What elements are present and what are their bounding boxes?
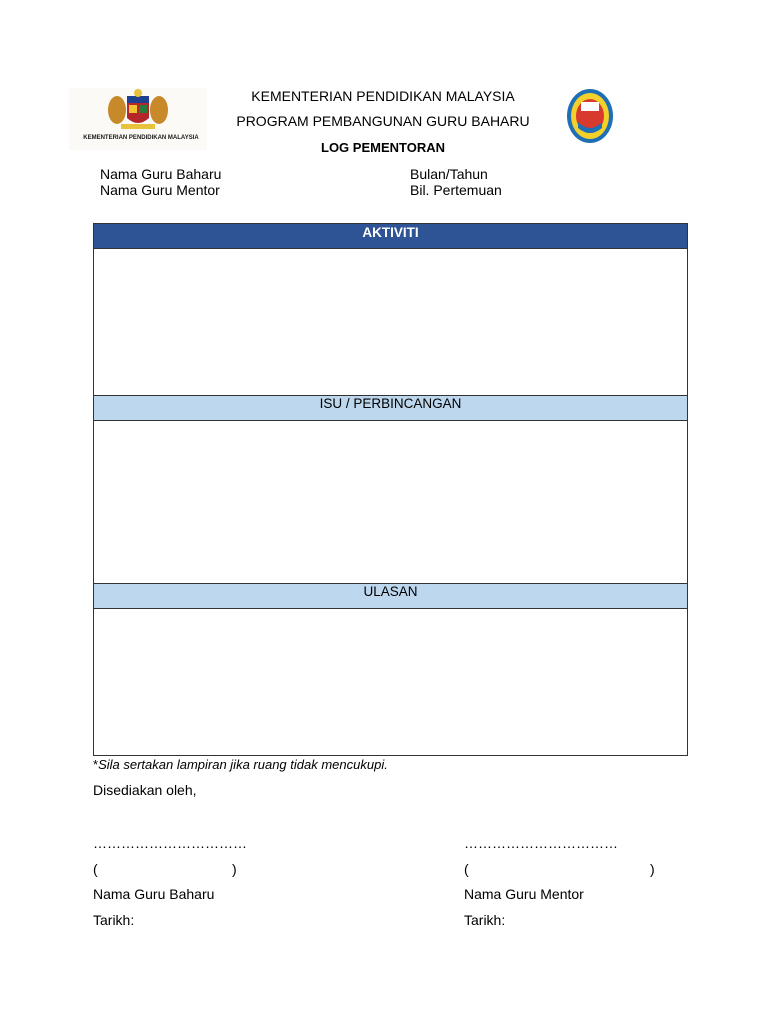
field-bulan-tahun: Bulan/Tahun xyxy=(410,166,488,182)
right-signature-line: …………………………… xyxy=(464,835,618,851)
program-title: PROGRAM PEMBANGUNAN GURU BAHARU xyxy=(236,113,530,129)
note-text: Sila sertakan lampiran jika ruang tidak mencukupi. xyxy=(98,757,388,772)
attachment-note xyxy=(93,757,388,772)
note-asterisk: * xyxy=(93,757,99,772)
right-signatory-name: Nama Guru Mentor xyxy=(464,886,584,902)
left-paren-open: ( xyxy=(93,861,98,877)
section-header-ulasan: ULASAN xyxy=(94,583,687,609)
field-bil-pertemuan: Bil. Pertemuan xyxy=(410,182,502,198)
ministry-title: KEMENTERIAN PENDIDIKAN MALAYSIA xyxy=(251,88,515,104)
right-paren-open: ( xyxy=(464,861,469,877)
mentoring-log-table xyxy=(93,223,688,756)
left-signatory-name: Nama Guru Baharu xyxy=(93,886,215,902)
section-body-aktiviti[interactable] xyxy=(94,249,687,395)
section-body-ulasan[interactable] xyxy=(94,609,687,755)
field-nama-guru-mentor: Nama Guru Mentor xyxy=(100,182,220,198)
field-nama-guru-baharu: Nama Guru Baharu xyxy=(100,166,222,182)
document-title: LOG PEMENTORAN xyxy=(321,140,445,155)
left-paren-close: ) xyxy=(232,861,237,877)
right-paren-close: ) xyxy=(650,861,655,877)
prepared-by-label: Disediakan oleh, xyxy=(93,782,197,798)
left-date-label: Tarikh: xyxy=(93,912,135,928)
right-date-label: Tarikh: xyxy=(464,912,506,928)
section-body-isu[interactable] xyxy=(94,421,687,583)
left-signature-line: …………………………… xyxy=(93,835,247,851)
section-header-aktiviti: AKTIVITI xyxy=(94,224,687,249)
section-header-isu: ISU / PERBINCANGAN xyxy=(94,395,687,421)
ministry-logo-text: KEMENTERIAN PENDIDIKAN MALAYSIA xyxy=(83,135,199,141)
